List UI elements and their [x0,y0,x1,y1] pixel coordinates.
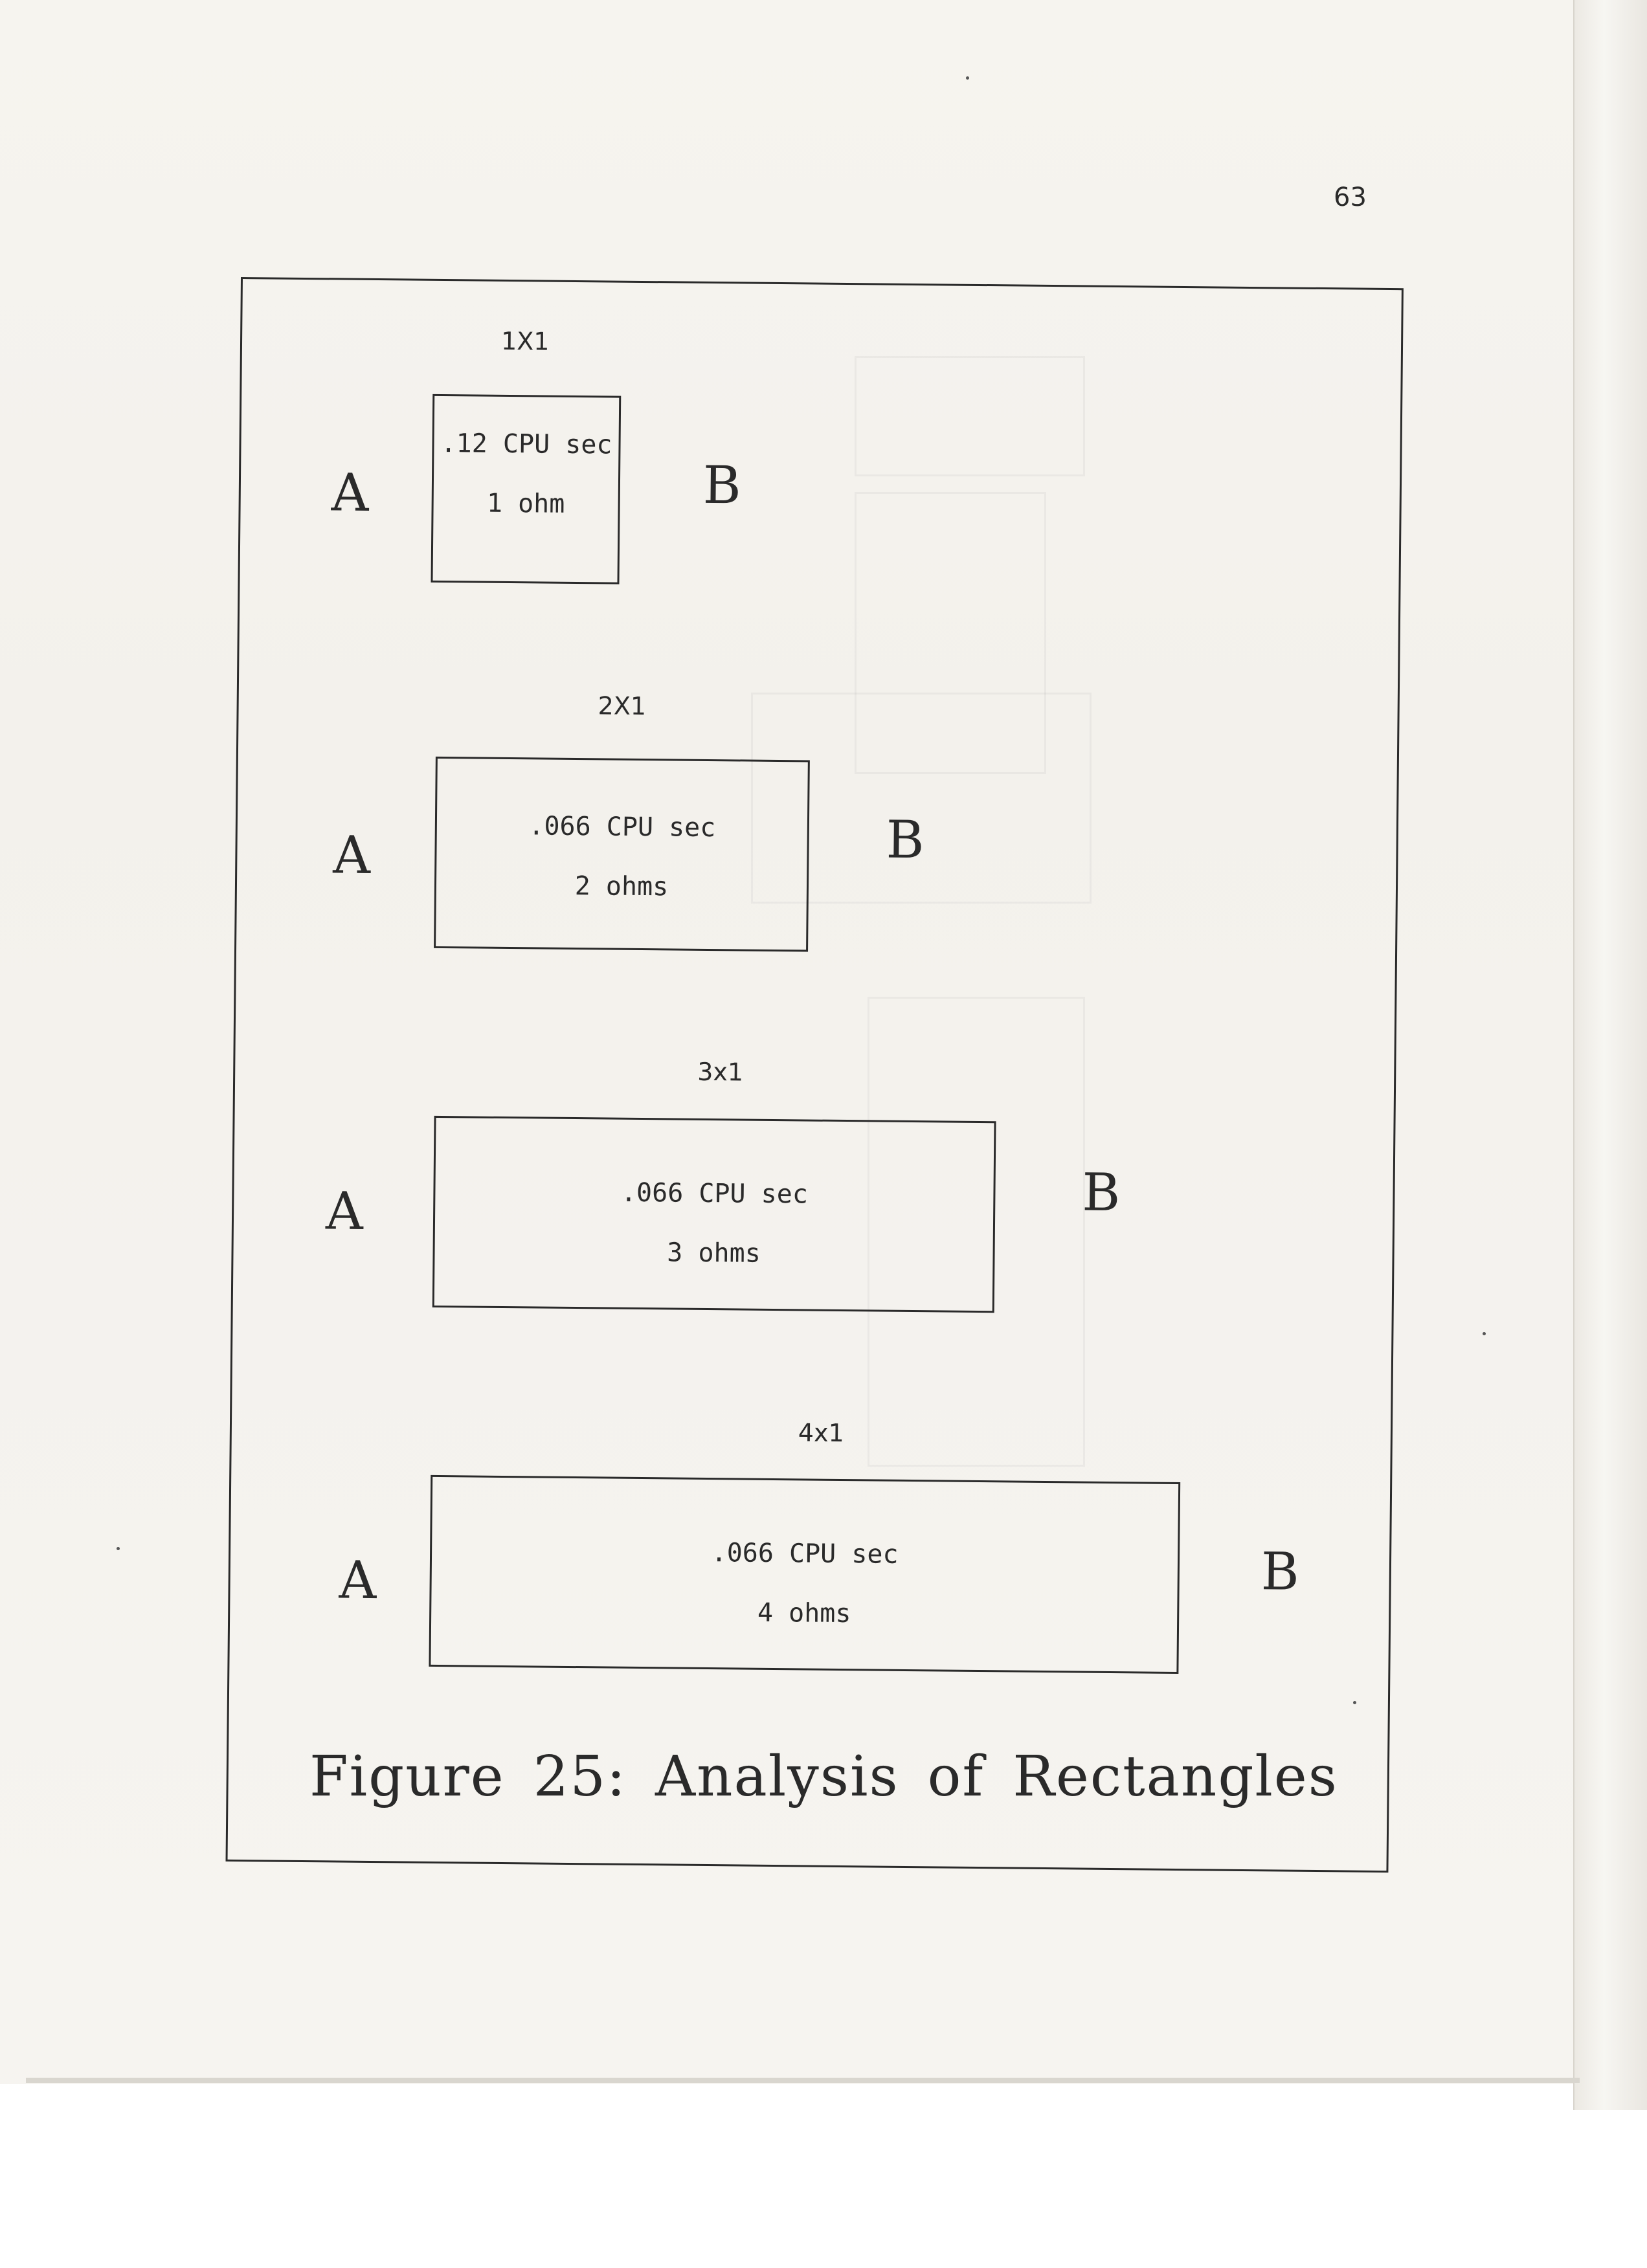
panel-1-resistance: 1 ohm [486,488,565,519]
panel-2-dimension: 2X1 [598,691,647,721]
figure-caption [309,1744,1338,1809]
figure-frame [226,277,1404,1873]
panel-1-terminal-a: A [331,462,370,523]
panel-3-dimension: 3x1 [697,1057,744,1087]
panel-3-cpu-time: .066 CPU sec [620,1177,809,1210]
panel-4-terminal-a: A [339,1550,377,1611]
page-edge-shadow [1573,0,1647,2110]
panel-3-rectangle [432,1116,996,1313]
panel-2-cpu-time: .066 CPU sec [528,811,716,843]
panel-3-terminal-b: B [1082,1162,1121,1223]
panel-4-terminal-b: B [1260,1541,1300,1602]
page-number: 63 [1334,183,1367,212]
panel-2-terminal-a: A [332,825,371,885]
page-bottom-edge [26,2078,1580,2083]
caption-word-figure: Figure [309,1744,505,1809]
panel-3-resistance: 3 ohms [667,1238,761,1269]
scan-speck [966,76,969,80]
caption-word-rectangles: Rectangles [1013,1744,1338,1809]
panel-3-terminal-a: A [325,1181,364,1241]
panel-4-resistance: 4 ohms [757,1597,851,1629]
scan-speck [1483,1332,1486,1335]
caption-word-analysis: Analysis [655,1744,899,1809]
caption-word-number: 25: [533,1744,627,1809]
caption-word-of: of [927,1744,985,1809]
panel-2-resistance: 2 ohms [574,871,669,902]
panel-2-terminal-b: B [886,809,924,871]
panel-4-rectangle [429,1475,1180,1674]
panel-4-cpu-time: .066 CPU sec [711,1538,899,1570]
panel-1-cpu-time: .12 CPU sec [440,428,612,460]
panel-1-dimension: 1X1 [500,326,550,356]
panel-1-rectangle [431,394,621,584]
panel-4-dimension: 4x1 [798,1418,844,1448]
panel-1-terminal-b: B [702,454,742,516]
scan-speck [117,1547,120,1550]
panel-2-rectangle [434,757,810,952]
